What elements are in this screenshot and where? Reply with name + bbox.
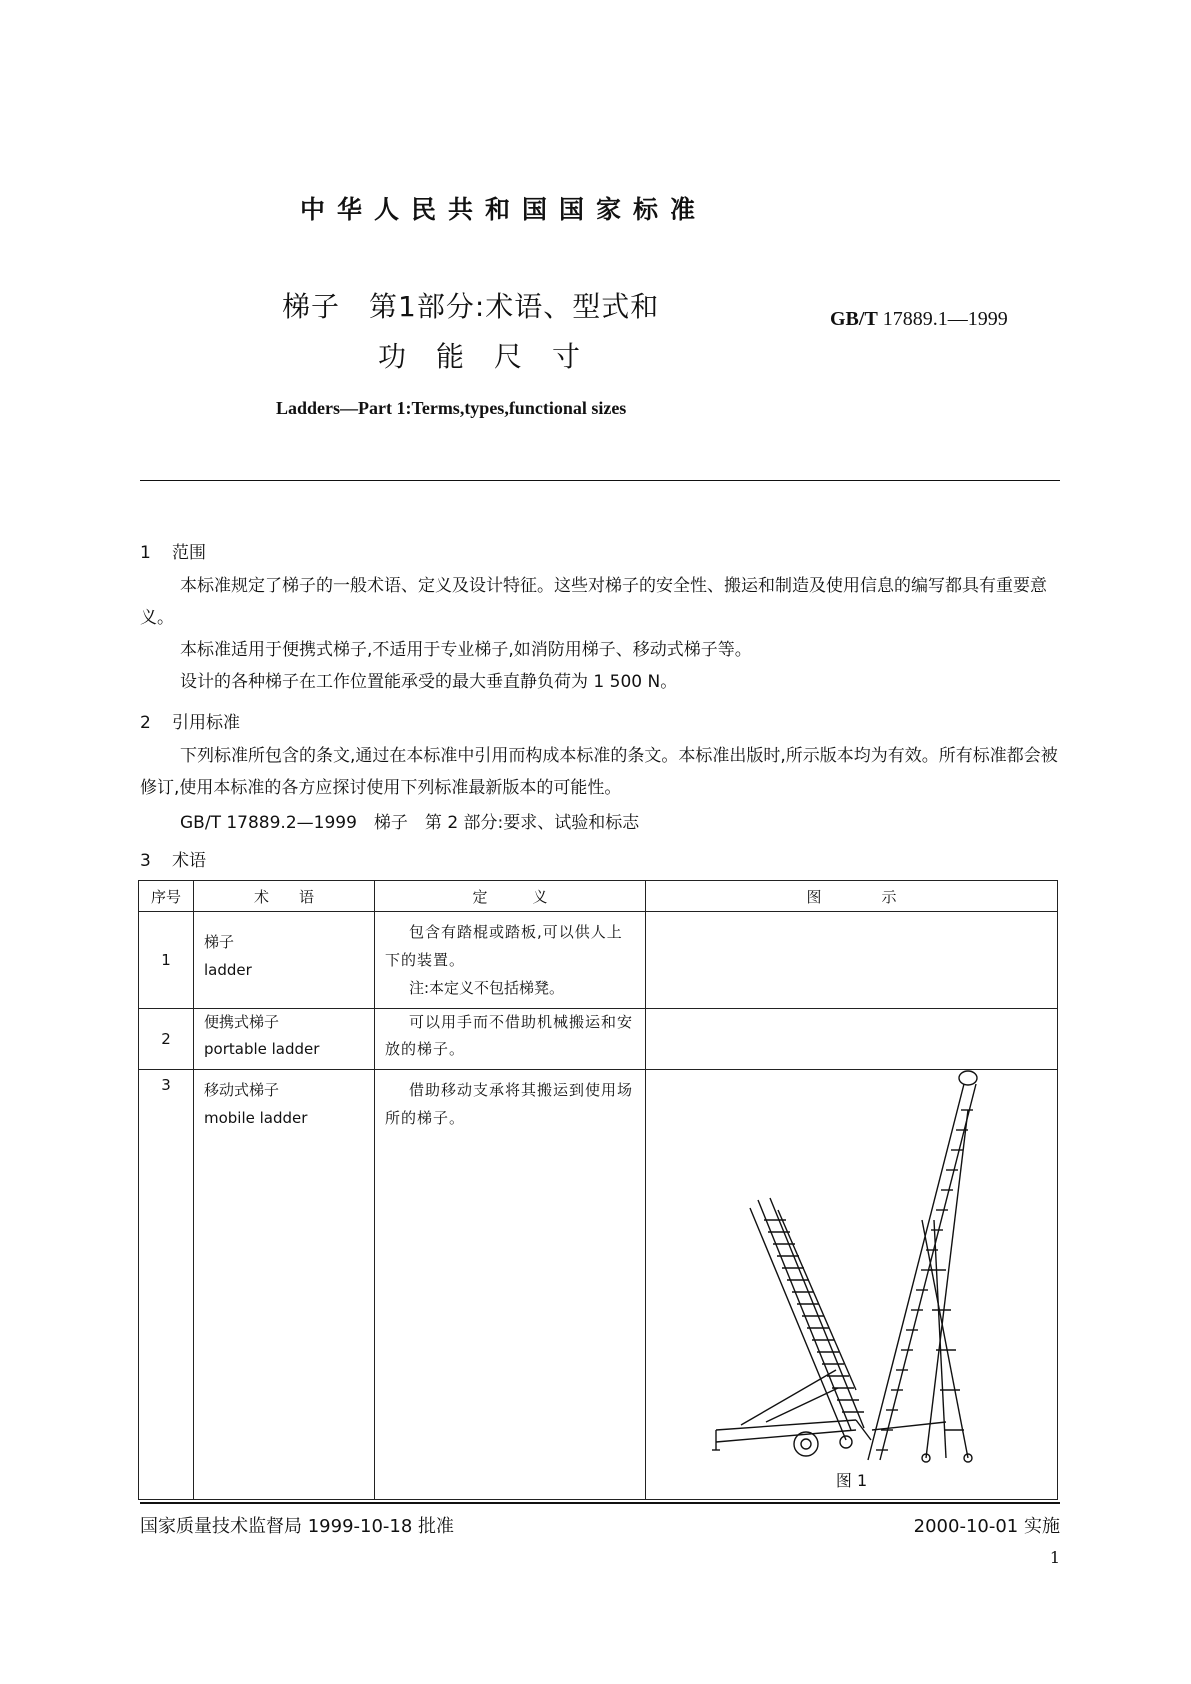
row-3-figure	[646, 1070, 1058, 1500]
document-title-line1: 梯子 第1部分:术语、型式和	[282, 290, 660, 323]
section-2-paragraph: 下列标准所包含的条文,通过在本标准中引用而构成本标准的条文。本标准出版时,所示版本均为有效。所有标准都会被修订,使用本标准的各方应探讨使用下列标准最新版本的可能性。	[140, 746, 1058, 798]
row-1-definition	[375, 912, 646, 1009]
table-row	[139, 912, 1058, 1009]
figure-1-caption: 图 1	[835, 1471, 868, 1490]
standard-number-prefix: GB/T	[830, 308, 878, 330]
table-row	[139, 1009, 1058, 1070]
document-title-english: Ladders—Part 1:Terms,types,functional sizes	[276, 398, 627, 418]
table-row	[139, 1070, 1058, 1500]
section-1-paragraph-2: 本标准适用于便携式梯子,不适用于专业梯子,如消防用梯子、移动式梯子等。	[180, 640, 752, 660]
row-1-term-en: ladder	[204, 961, 252, 979]
row-3-definition-text: 借助移动支承将其搬运到使用场所的梯子。	[385, 1081, 634, 1127]
header-no: 序号	[139, 881, 194, 912]
header-figure: 图 示	[646, 881, 1058, 912]
standard-number-value: 17889.1—1999	[882, 308, 1008, 330]
section-3-number: 3	[140, 851, 151, 871]
document-title-line2: 功能尺寸	[378, 340, 611, 373]
row-1-no: 1	[139, 912, 194, 1009]
section-2-heading	[140, 708, 240, 733]
footer-divider	[140, 1502, 1060, 1504]
section-2-number: 2	[140, 713, 151, 733]
row-3-term	[194, 1070, 375, 1500]
row-2-no: 2	[139, 1009, 194, 1070]
row-3-term-zh: 移动式梯子	[204, 1081, 280, 1099]
section-2-reference: GB/T 17889.2—1999 梯子 第 2 部分:要求、试验和标志	[180, 813, 640, 833]
section-1-title: 范围	[172, 543, 206, 563]
row-2-term-en: portable ladder	[204, 1040, 320, 1058]
table-header-row	[139, 881, 1058, 912]
row-1-note: 注:本定义不包括梯凳。	[409, 979, 565, 997]
header-term: 术 语	[194, 881, 375, 912]
row-3-definition	[375, 1070, 646, 1500]
section-2-title: 引用标准	[172, 713, 240, 733]
section-1-heading	[140, 538, 206, 563]
page-number: 1	[1049, 1548, 1060, 1567]
mobile-ladder-illustration	[646, 1070, 1064, 1490]
row-2-definition-text: 可以用手而不借助机械搬运和安放的梯子。	[385, 1013, 634, 1058]
row-3-no: 3	[139, 1070, 194, 1500]
header-divider	[140, 480, 1060, 481]
section-3-title: 术语	[172, 851, 206, 871]
section-3-heading	[140, 846, 206, 871]
row-1-term-zh: 梯子	[204, 933, 235, 951]
row-3-term-en: mobile ladder	[204, 1109, 308, 1127]
row-1-definition-text: 包含有踏棍或踏板,可以供人上下的装置。	[385, 923, 623, 969]
implementation-date: 2000-10-01 实施	[913, 1516, 1060, 1537]
extension-ladder-drawing	[868, 1071, 977, 1462]
approval-statement: 国家质量技术监督局 1999-10-18 批准	[140, 1516, 455, 1537]
row-1-term	[194, 912, 375, 1009]
section-1-paragraph-1: 本标准规定了梯子的一般术语、定义及设计特征。这些对梯子的安全性、搬运和制造及使用信息的编写都具有重要意义。	[140, 576, 1047, 628]
row-2-term-zh: 便携式梯子	[204, 1013, 280, 1031]
national-standard-heading: 中华人民共和国国家标准	[300, 195, 708, 224]
section-1-number: 1	[140, 543, 151, 563]
terms-table	[138, 880, 1058, 1500]
standard-number	[830, 308, 1008, 331]
header-definition: 定 义	[375, 881, 646, 912]
row-2-figure	[646, 1009, 1058, 1070]
section-1-paragraph-3: 设计的各种梯子在工作位置能承受的最大垂直静负荷为 1 500 N。	[180, 672, 678, 692]
row-1-figure	[646, 912, 1058, 1009]
row-2-term	[194, 1009, 375, 1070]
trailer-ladder-drawing	[712, 1198, 871, 1456]
row-2-definition	[375, 1009, 646, 1070]
